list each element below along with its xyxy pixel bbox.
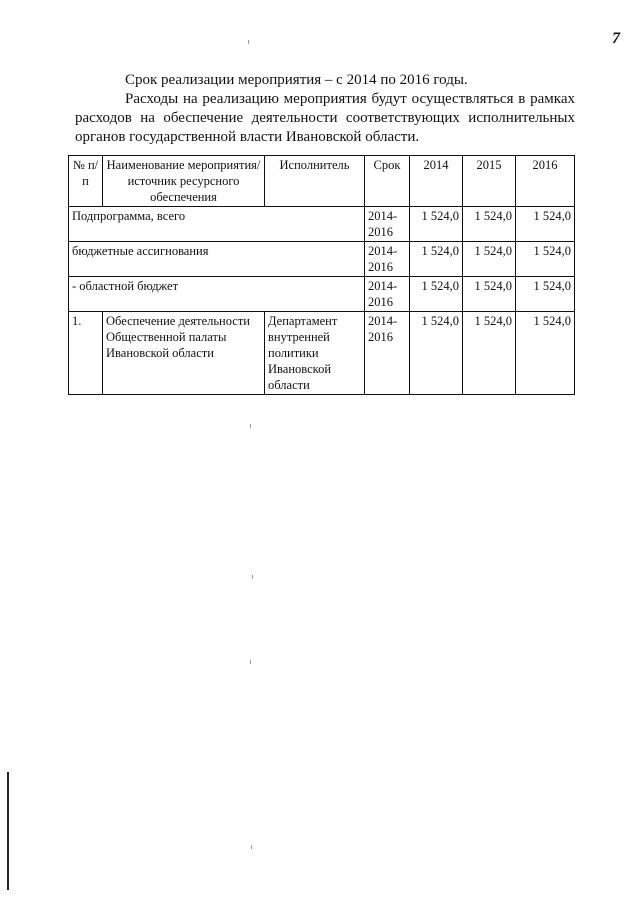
row-value-2016: 1 524,0 [516,277,575,312]
header-executor: Исполнитель [265,156,365,207]
table-row [69,312,575,395]
scan-speck [248,40,249,44]
row-value-2015: 1 524,0 [463,312,516,395]
table-row [69,242,575,277]
scan-speck [250,424,251,428]
scan-speck [250,660,251,664]
row-value-2014: 1 524,0 [410,312,463,395]
page-number: 7 [612,30,620,47]
row-executor: Департамент внутренней политики Ивановской области [265,312,365,395]
row-value-2014: 1 524,0 [410,207,463,242]
row-value-2016: 1 524,0 [516,312,575,395]
row-term: 2014-2016 [365,312,410,395]
header-name: Наименование мероприятия/ источник ресурсного обеспечения [103,156,265,207]
scan-speck [252,575,253,579]
row-activity-name: Обеспечение деятельности Общественной палаты Ивановской области [103,312,265,395]
table-row [69,207,575,242]
expenses-paragraph: Расходы на реализацию мероприятия будут осуществляться в рамках расходов на обеспечение деятельности соответствующих исполнительных органов государственной власти Ивановской области. [75,91,575,145]
budget-table [68,155,575,395]
row-term: 2014-2016 [365,242,410,277]
scan-speck [251,845,252,849]
term-paragraph: Срок реализации мероприятия – с 2014 по 2016 годы. [125,72,468,88]
header-term: Срок [365,156,410,207]
row-label-regional-budget: - областной бюджет [69,277,365,312]
header-2016: 2016 [516,156,575,207]
table-row [69,277,575,312]
row-term: 2014-2016 [365,207,410,242]
row-value-2014: 1 524,0 [410,242,463,277]
row-label-subprogram-total: Подпрограмма, всего [69,207,365,242]
row-label-budget-allocations: бюджетные ассигнования [69,242,365,277]
row-value-2014: 1 524,0 [410,277,463,312]
row-value-2016: 1 524,0 [516,207,575,242]
row-value-2015: 1 524,0 [463,242,516,277]
scan-margin-bar [7,772,9,890]
row-num: 1. [69,312,103,395]
row-value-2015: 1 524,0 [463,277,516,312]
table-header-row [69,156,575,207]
row-value-2015: 1 524,0 [463,207,516,242]
header-2015: 2015 [463,156,516,207]
row-term: 2014-2016 [365,277,410,312]
row-value-2016: 1 524,0 [516,242,575,277]
header-num: № п/п [69,156,103,207]
header-2014: 2014 [410,156,463,207]
